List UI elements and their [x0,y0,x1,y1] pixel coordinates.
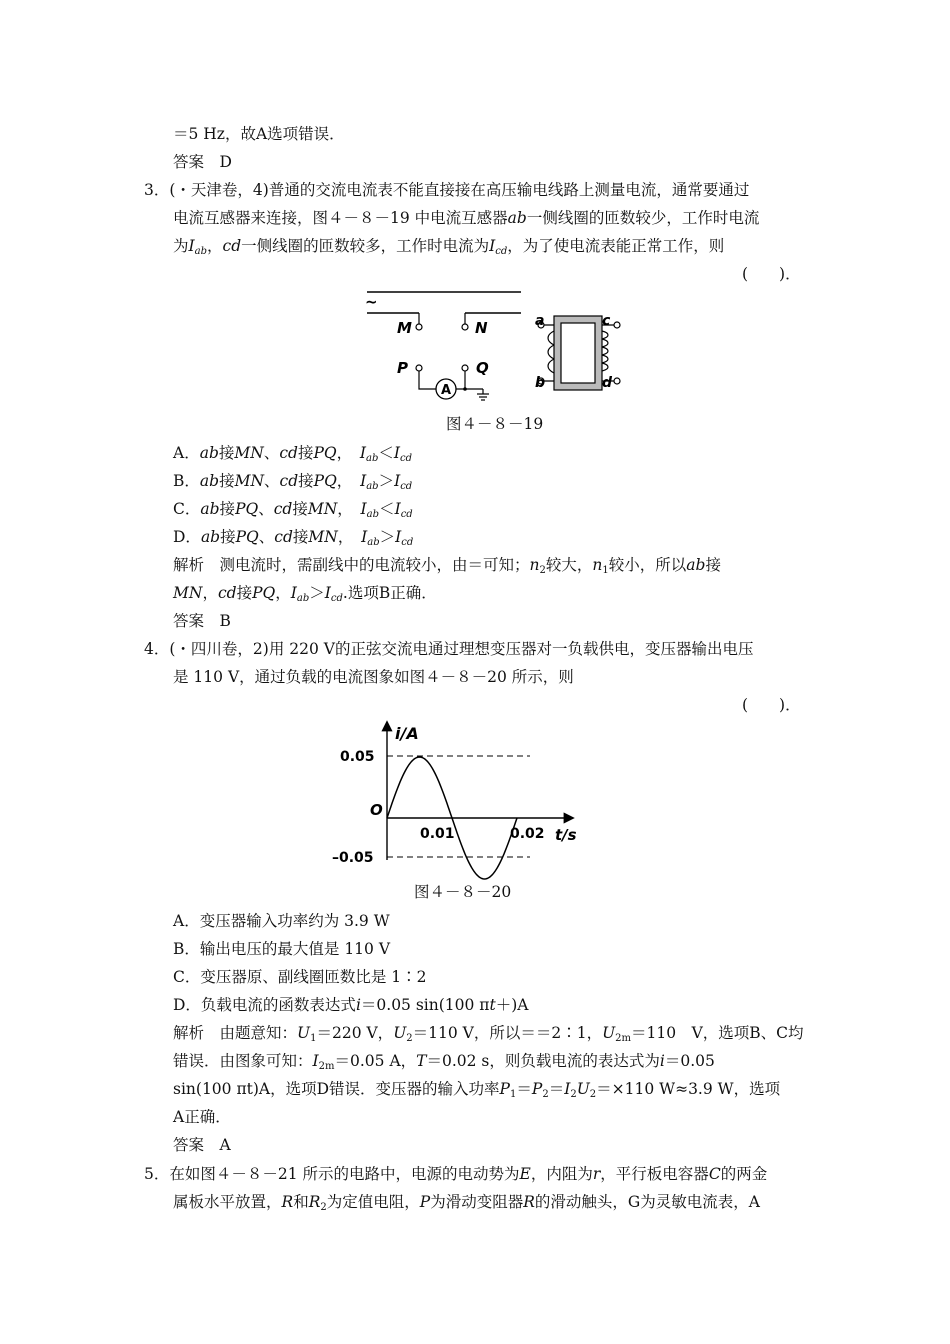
analysis-line-2: 错误．由图象可知：$I_{2m}=0.05$ A，T＝0.02 s，则负载电流的表达式为i＝0.05 [173,1052,715,1072]
y-axis-label: i/A [395,724,419,743]
terminal-d [614,378,620,384]
answer-line: 答案 D [173,153,232,171]
option-c: C．变压器原、副线圈匝数比是 1∶2 [173,968,427,986]
option-c: C．ab接PQ、cd接MN， $I_{ab}<I_{cd}$ [173,500,413,520]
question-5-line-1: 5．在如图４－８－21 所示的电路中，电源的电动势为E，内阻为r，平行板电容器C的两金 [144,1165,768,1183]
option-b: B．输出电压的最大值是 110 V [173,940,391,958]
text-line: ＝5 Hz，故A选项错误． [173,125,345,143]
figure-caption: 图４－８－19 [446,415,544,433]
question-4-line-1: 4．(・四川卷，2)用 220 V的正弦交流电通过理想变压器对一负载供电，变压器输出电压 [144,640,754,658]
y-tick-bottom: –0.05 [332,850,374,866]
current-graph [332,715,590,875]
option-d: D．负载电流的函数表达式i＝0.05 sin(100 πt＋)A [173,996,529,1014]
option-a: A．变压器输入功率约为 3.9 W [173,912,390,930]
label-n: N [475,319,488,337]
question-number: 5． [144,1165,170,1183]
primary-coil [541,325,554,381]
question-4-line-2: 是 110 V，通过负载的电流图象如图４－８－20 所示，则 [173,668,574,686]
terminal-q [462,365,468,371]
ammeter-label: A [441,383,452,398]
junction-dot [463,387,467,391]
x-tick-2: 0.02 [510,826,545,842]
y-tick-top: 0.05 [340,749,375,765]
label-q: Q [476,359,489,377]
question-5-line-2: 属板水平放置，R和$R_2$为定值电阻，P为滑动变阻器R的滑动触头，G为灵敏电流表，A [173,1193,760,1213]
terminal-c [614,322,620,328]
terminal-p [416,365,422,371]
question-source: (・四川卷，2) [169,640,269,658]
answer-line: 答案 B [173,612,231,630]
circuit-figure [355,285,630,410]
question-number: 4． [144,640,170,658]
question-number: 3． [144,181,170,199]
label-c: c [602,313,611,329]
analysis-line-3: sin(100 πt)A，选项D错误．变压器的输入功率$P_1=P_2=I_2U_2=\times 110$ W≈3.9 W，选项 [173,1080,781,1100]
label-b: b [535,375,546,391]
analysis-line-1: 解析 测电流时，需副线中的电流较小，由＝可知；$n_2$较大，$n_1$较小，所以ab接 [173,556,721,576]
origin-label: O [370,801,383,819]
ac-symbol: ~ [365,293,378,311]
x-axis-label: t/s [555,826,577,844]
label-a: a [535,313,545,329]
terminal-n [462,324,468,330]
option-b: B．ab接MN、cd接PQ， $I_{ab}>I_{cd}$ [173,472,413,492]
question-3-line-3: 为$I_{ab}$，cd一侧线圈的匝数较多，工作时电流为$I_{cd}$，为了使电流表能正常工作，则 [173,237,725,257]
option-a: A．ab接MN、cd接PQ， $I_{ab}<I_{cd}$ [173,444,413,464]
figure-caption: 图４－８－20 [414,883,512,901]
question-3-line-2: 电流互感器来连接，图４－８－19 中电流互感器ab一侧线圈的匝数较少，工作时电流 [173,209,760,227]
analysis-line-2: MN，cd接PQ，$I_{ab}>I_{cd}$.选项B正确． [173,584,437,604]
question-source: (・天津卷，4) [169,181,269,199]
analysis-line-4: A正确． [173,1108,231,1126]
label-d: d [602,375,613,391]
meter-wire-left [419,371,436,389]
label-p: P [397,359,408,377]
x-tick-1: 0.01 [420,826,455,842]
answer-paren: ( )． [742,265,801,283]
label-m: M [397,319,412,337]
answer-line: 答案 A [173,1136,231,1154]
secondary-coil [602,325,617,381]
answer-paren: ( )． [742,696,801,714]
option-d: D．ab接PQ、cd接MN， $I_{ab}>I_{cd}$ [173,528,414,548]
question-3-line-1: 3．(・天津卷，4)普通的交流电流表不能直接接在高压输电线路上测量电流，通常要通过 [144,181,750,199]
transformer-window [561,323,595,383]
analysis-line-1: 解析 由题意知：$U_1=220$ V，$U_2=110$ V，所以＝＝2∶1，$U_{2m}=110$ V，选项B、C均 [173,1024,804,1044]
terminal-m [416,324,422,330]
